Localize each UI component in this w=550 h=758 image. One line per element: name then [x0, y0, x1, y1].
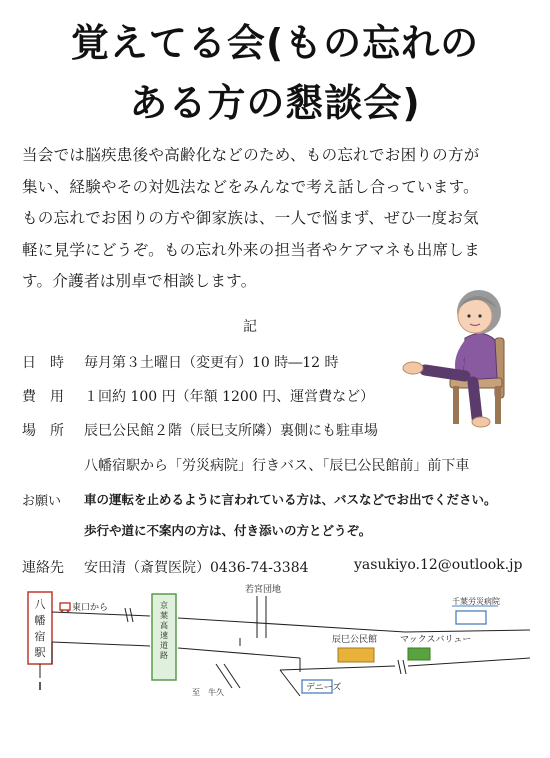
expressway-char: 京 — [160, 601, 168, 610]
station-char: 駅 — [34, 646, 46, 659]
maxvalu-box — [408, 648, 430, 660]
request-row — [22, 490, 84, 509]
elderly-woman-illustration — [395, 278, 530, 428]
ki-heading: 記 — [243, 319, 257, 335]
title-line-1: 覚えてる会(もの忘れの — [70, 21, 480, 65]
intro-line: もの忘れでお困りの方や御家族は、一人で悩まず、ぜひ一度お気 — [22, 209, 479, 227]
east-exit-label: 東口から — [72, 603, 109, 613]
datetime-row — [22, 352, 339, 372]
hospital-label: 千葉労災病院 — [452, 597, 500, 606]
wakamiya-label: 若宮団地 — [245, 585, 282, 595]
contact-row — [22, 557, 523, 577]
intro-paragraph — [22, 140, 532, 298]
datetime-value: 毎月第３土曜日（変更有）10 時―12 時 — [84, 355, 339, 371]
contact-email[interactable]: yasukiyo.12@outlook.jp — [354, 557, 523, 573]
request-label: お願い — [22, 494, 62, 509]
station-char: 宿 — [34, 630, 46, 643]
expressway-char: 高 — [160, 621, 168, 630]
fee-label: 費 用 — [22, 389, 64, 405]
station-char: 幡 — [34, 614, 46, 627]
intro-line: 当会では脳疾患後や高齢化などのため、もの忘れでお困りの方が — [22, 146, 480, 164]
expressway-char: 道 — [160, 641, 168, 650]
kominkan-label: 辰巳公民館 — [332, 635, 378, 645]
hospital-box — [456, 611, 486, 624]
expressway-char: 速 — [160, 631, 168, 640]
kominkan-box — [338, 648, 374, 662]
access-map — [0, 580, 550, 758]
expressway-char: 路 — [160, 651, 168, 660]
place-row — [22, 420, 378, 440]
bus-row — [84, 455, 469, 475]
contact-label: 連絡先 — [22, 560, 64, 576]
maxvalu-label: マックスバリュー — [400, 635, 472, 645]
place-value: 辰巳公民館２階（辰巳支所隣）裏側にも駐車場 — [84, 423, 378, 439]
intro-line: 軽に見学にどうぞ。もの忘れ外来の担当者やケアマネも出席しま — [22, 240, 480, 259]
intro-line: す。介護者は別卓で相談します。 — [22, 272, 257, 290]
station-char: 八 — [34, 598, 46, 611]
contact-name-phone: 安田清（斎賀医院）0436-74-3384 — [84, 560, 309, 576]
fee-value: １回約 100 円（年額 1200 円、運営費など） — [84, 389, 375, 405]
expressway-char: 葉 — [160, 611, 168, 620]
dennys-label: デニーズ — [306, 683, 342, 693]
fee-row — [22, 386, 374, 406]
bus-value: 八幡宿駅から「労災病院」行きバス、「辰巳公民館前」前下車 — [84, 458, 470, 474]
title-line-2: ある方の懇談会) — [129, 81, 421, 125]
request-note-2: 歩行や道に不案内の方は、付き添いの方とどうぞ。 — [84, 523, 372, 538]
datetime-label: 日 時 — [22, 355, 64, 371]
to-ushiku-label: 至 牛久 — [192, 688, 224, 697]
intro-line: 集い、経験やその対処法などをみんなで考え話し合っています。 — [22, 177, 479, 196]
place-label: 場 所 — [22, 423, 64, 439]
request-note-1: 車の運転を止めるように言われている方は、バスなどでお出でください。 — [84, 492, 497, 507]
bus-icon — [60, 603, 70, 610]
